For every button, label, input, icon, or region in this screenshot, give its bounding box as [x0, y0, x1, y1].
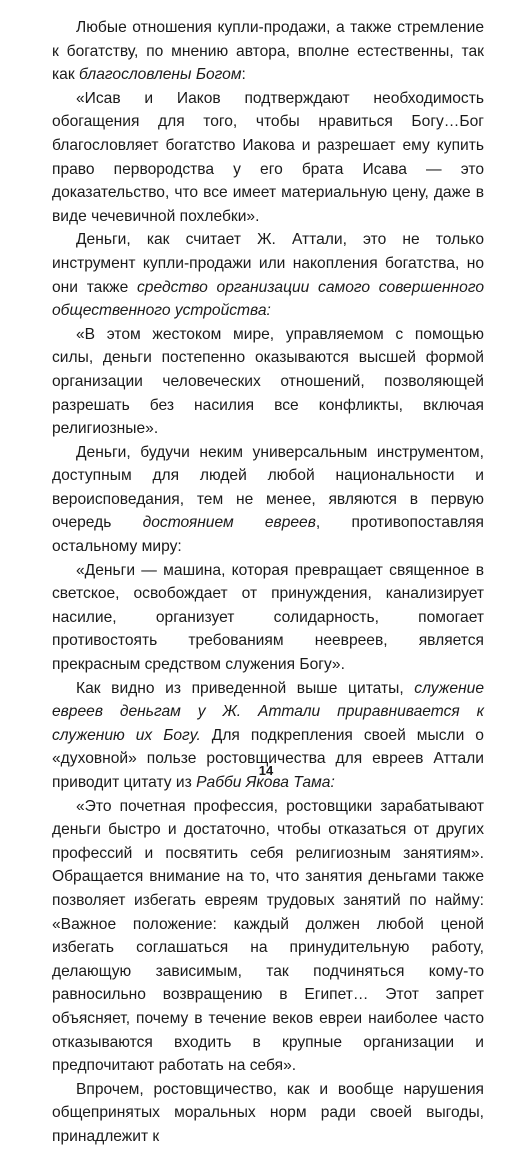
paragraph	[52, 795, 484, 1078]
italic-text-run: благословлены Богом	[79, 66, 242, 84]
paragraph	[52, 16, 484, 87]
text-run: «Исав и Иаков подтверждают необходимость обогащения для того, чтобы нравиться Богу…Бог благословляет богатство Иакова и разрешает ему купить право первородства у его брата Исава — это доказательство, что все имеет материальную цену, даже в виде чечевичной похлебки».	[52, 89, 484, 225]
text-run: :	[241, 66, 246, 84]
paragraph	[52, 323, 484, 441]
page-body	[52, 16, 484, 1149]
paragraph	[52, 228, 484, 322]
text-run: , противопоставляя остальному миру:	[52, 514, 484, 556]
text-run: Любые отношения купли-продажи, а также стремление к богатству, по мнению автора, вполне естественны, так как	[52, 19, 484, 84]
paragraph	[52, 1078, 484, 1149]
text-run: «Деньги — машина, которая превращает священное в светское, освобождает от принуждения, канализирует насилие, организует солидарность, помогает противостоять требованиям неевреев, является прекрасным средством служения Богу».	[52, 561, 484, 674]
italic-text-run: служение евреев деньгам у Ж. Аттали приравнивается к служению их Богу.	[52, 679, 484, 744]
text-run: «В этом жестоком мире, управляемом с помощью силы, деньги постепенно оказываются высшей формой организации человеческих отношений, позволяющей разрешать без насилия все конфликты, включая религиозные».	[52, 325, 484, 438]
text-run: «Это почетная профессия, ростовщики зарабатывают деньги быстро и достаточно, чтобы отказаться от других профессий и посвятить себя религиозным занятиям». Обращается внимание на то, что занятия деньгами также позволяет избегать евреям трудовых занятий по найму: «Важное положение: каждый должен любой ценой избегать соглашаться на принудительную работу, делающую зависимым, так подчиняться кому-то равносильно возвращению в Египет… Этот запрет объясняет, почему в течение веков евреи наиболее часто отказываются входить в крупные организации и предпочитают работать на себя».	[52, 797, 484, 1075]
italic-text-run: Рабби Якова Тама:	[196, 774, 335, 791]
italic-text-run: достоянием евреев	[142, 514, 316, 532]
paragraph	[52, 441, 484, 559]
paragraph	[52, 87, 484, 229]
page-number: 14	[258, 763, 274, 778]
italic-text-run: средство организации самого совершенного общественного устройства:	[52, 278, 485, 320]
text-run: Для подкрепления своей мысли о «духовной» пользе ростовщичества для евреев Аттали приводит цитату из	[52, 726, 484, 791]
text-run: Деньги, будучи неким универсальным инструментом, доступным для людей любой национальности и вероисповедания, тем не менее, являются в первую очередь	[52, 443, 484, 532]
paragraph	[52, 559, 484, 677]
text-run: Как видно из приведенной выше цитаты,	[76, 679, 415, 697]
text-run: Деньги, как считает Ж. Аттали, это не только инструмент купли-продажи или накопления богатства, но они также	[52, 231, 484, 296]
text-run: Впрочем, ростовщичество, как и вообще нарушения общепринятых моральных норм ради своей выгоды, принадлежит к	[52, 1080, 484, 1145]
